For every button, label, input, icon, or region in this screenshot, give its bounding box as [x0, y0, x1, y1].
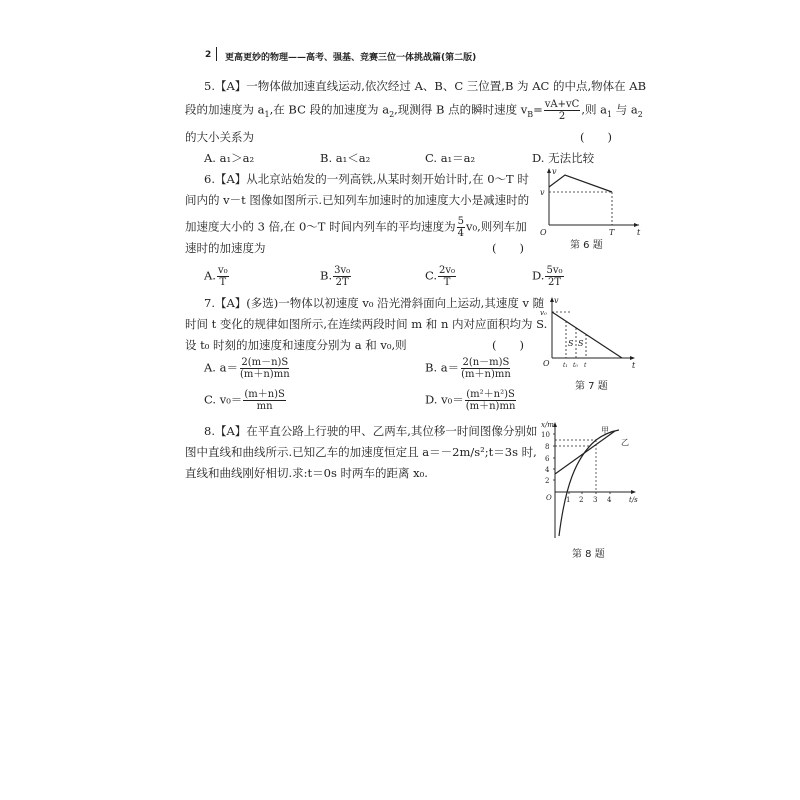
q8-x-axis-label: t/s [629, 496, 638, 504]
q7-option-c: C. v₀＝ $\frac{(m+n)S}{mn}$ [204, 389, 285, 412]
q8-line1: 8.【A】在平直公路上行驶的甲、乙两车,其位移一时间图像分别如 [204, 424, 538, 438]
q7-x-axis-label: t [632, 361, 636, 370]
q6-option-b: B. $\frac{\text{3v₀}}{2T}$ [320, 265, 351, 288]
q8-x-tick-1: 1 [566, 496, 571, 504]
q8-xt-graph [535, 418, 645, 543]
q8-y-tick-10: 10 [541, 431, 550, 439]
q8-label-yi: 乙 [621, 438, 629, 447]
running-header: 更高更妙的物理——高考、强基、竞赛三位一体挑战篇(第二版) [225, 53, 477, 63]
q6-T-label: T [609, 228, 615, 237]
q7-t1-label: t₁ [563, 362, 568, 369]
q5-fraction: $\frac{vA+vC}{2}$ [544, 99, 580, 122]
q8-y-tick-6: 6 [545, 455, 550, 463]
q5-option-d: D. 无法比较 [532, 151, 595, 165]
q8-y-tick-2: 2 [545, 477, 550, 485]
q8-line2: 图中直线和曲线所示.已知乙车的加速度恒定且 a＝－2m/s²;t＝3s 时, [185, 445, 537, 459]
q6-line4: 速时的加速度为 [185, 241, 266, 255]
q7-area-s2: S [578, 339, 584, 348]
q7-t0-label: t₀ [573, 362, 578, 369]
q6-option-d: D. $\frac{\text{5v₀}}{2T}$ [532, 265, 563, 288]
q6-line2: 间内的 v－t 图像如图所示.已知列车加速时的加速度大小是减速时的 [185, 193, 530, 207]
q6-line1: 6.【A】从北京站始发的一列高铁,从某时刻开始计时,在 0～T 时 [204, 172, 529, 186]
q6-v-label: v [540, 188, 545, 197]
q7-answer-paren: ( ) [492, 338, 524, 352]
q7-option-b: B. a＝ $\frac{2(n-m)S}{(m+n)mn}$ [425, 357, 511, 380]
q7-line1: 7.【A】(多选)一物体以初速度 v₀ 沿光滑斜面向上运动,其速度 v 随 [204, 296, 545, 310]
q6-answer-paren: ( ) [492, 241, 524, 255]
q7-vt-graph [540, 294, 640, 376]
q7-option-a: A. a＝ $\frac{2(m-n)S}{(m+n)mn}$ [204, 357, 290, 380]
q8-label-jia: 甲 [601, 426, 609, 435]
q8-line3: 直线和曲线刚好相切.求:t＝0s 时两车的距离 x₀. [185, 466, 428, 480]
q8-x-tick-3: 3 [593, 496, 598, 504]
q5-line2: 段的加速度为 $a_1$,在 BC 段的加速度为 $a_2$,现测得 B 点的瞬时速度 $v_B=$ $\frac{vA+vC}{2}$ ,则 $a_1$ 与 $a_2$ [185, 99, 643, 122]
q6-x-axis-label: t [637, 228, 641, 237]
q7-area-s1: S [568, 339, 574, 348]
page-number: 2 [205, 50, 212, 60]
q5-line3: 的大小关系为 [185, 130, 254, 144]
q7-figure-caption: 第 7 题 [575, 381, 608, 392]
q8-y-tick-4: 4 [545, 466, 550, 474]
q8-x-tick-2: 2 [579, 496, 584, 504]
q7-option-d: D. v₀＝ $\frac{\text{(m²＋n²)S}}{(m+n)mn}$ [425, 389, 516, 412]
q6-option-c: C. $\frac{\text{2v₀}}{T}$ [425, 265, 456, 288]
q8-x-tick-4: 4 [607, 496, 612, 504]
q6-fraction: $\frac{5}{4}$ [457, 216, 464, 239]
q5-line1: 5.【A】一物体做加速直线运动,依次经过 A、B、C 三位置,B 为 AC 的中点,物体在 AB [204, 79, 647, 93]
q7-origin-label: O [543, 359, 550, 368]
q6-origin-label: O [540, 228, 547, 237]
q6-option-a: A. $\frac{\text{v₀}}{T}$ [204, 265, 228, 288]
q7-t2-label: t [584, 362, 587, 369]
q6-figure-caption: 第 6 题 [570, 240, 603, 251]
q5-option-a: A. a₁＞a₂ [204, 151, 255, 165]
q8-figure-caption: 第 8 题 [572, 549, 605, 560]
q7-v0-label: v₀ [540, 309, 547, 317]
q5-option-c: C. a₁＝a₂ [425, 151, 476, 165]
q8-origin-label: O [546, 494, 552, 502]
q7-line2: 时间 t 变化的规律如图所示,在连续两段时间 m 和 n 内对应面积均为 S. [185, 317, 548, 331]
q6-line3: 加速度大小的 3 倍,在 0～T 时间内列车的平均速度为 $\frac{5}{4}$ v₀,则列车加 [185, 216, 527, 239]
q8-y-tick-8: 8 [545, 443, 550, 451]
q6-vt-graph [535, 165, 645, 247]
q8-y-axis-label: x/m [541, 421, 554, 429]
header-divider [216, 47, 217, 61]
q7-y-axis-label: v [554, 296, 559, 305]
q6-y-axis-label: v [552, 167, 557, 176]
q7-line3: 设 t₀ 时刻的加速度和速度分别为 a 和 v₀,则 [185, 338, 407, 352]
q5-option-b: B. a₁＜a₂ [320, 151, 371, 165]
q5-answer-paren: ( ) [580, 130, 612, 144]
